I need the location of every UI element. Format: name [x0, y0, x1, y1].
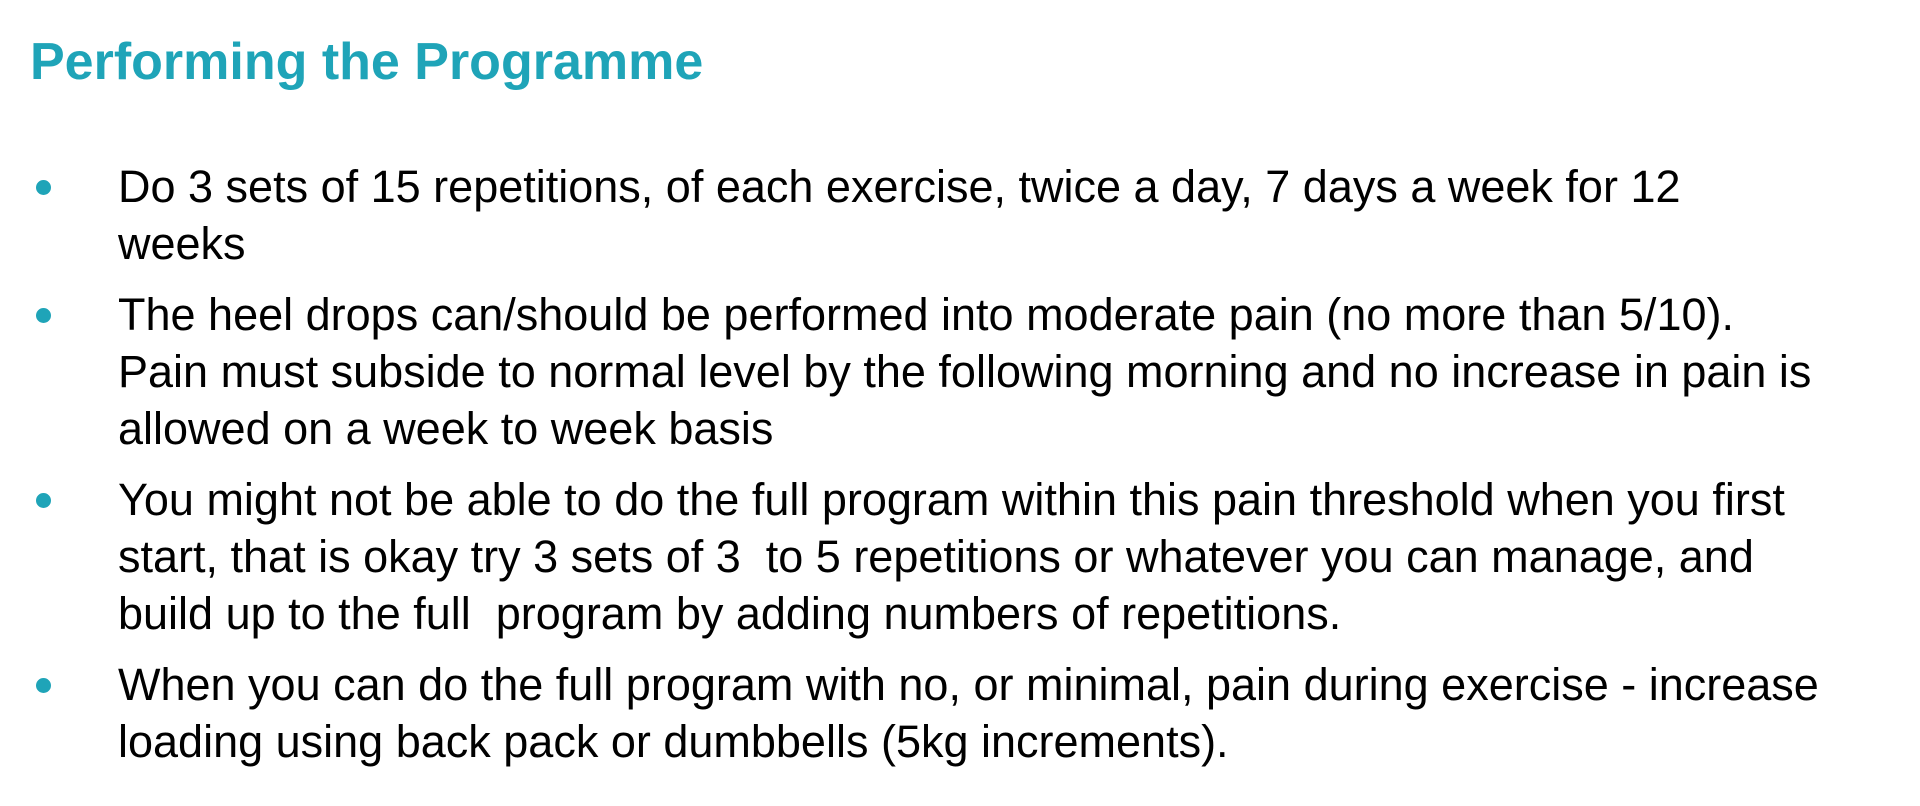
bullet-icon [36, 678, 51, 693]
list-item [30, 286, 1824, 457]
bullet-icon [36, 308, 51, 323]
section-heading: Performing the Programme [30, 33, 704, 91]
bullet-text: The heel drops can/should be performed into moderate pain (no more than 5/10). Pain must subside to normal level by the following morning and no increase in pain is allowed on a week to week basis [118, 289, 1824, 454]
list-item [30, 158, 1820, 272]
bullet-list [30, 158, 1890, 770]
bullet-text: You might not be able to do the full program within this pain threshold when you first start, that is okay try 3 sets of 3 to 5 repetitions or whatever you can manage, and build up to the full program by adding numbers of repetitions. [118, 474, 1798, 639]
list-item [30, 656, 1832, 770]
bullet-text: When you can do the full program with no, or minimal, pain during exercise - increase loading using back pack or dumbbells (5kg increments). [118, 659, 1832, 767]
bullet-icon [36, 180, 51, 195]
bullet-text: Do 3 sets of 15 repetitions, of each exercise, twice a day, 7 days a week for 12 weeks [118, 161, 1694, 269]
bullet-icon [36, 493, 51, 508]
list-item [30, 471, 1820, 642]
